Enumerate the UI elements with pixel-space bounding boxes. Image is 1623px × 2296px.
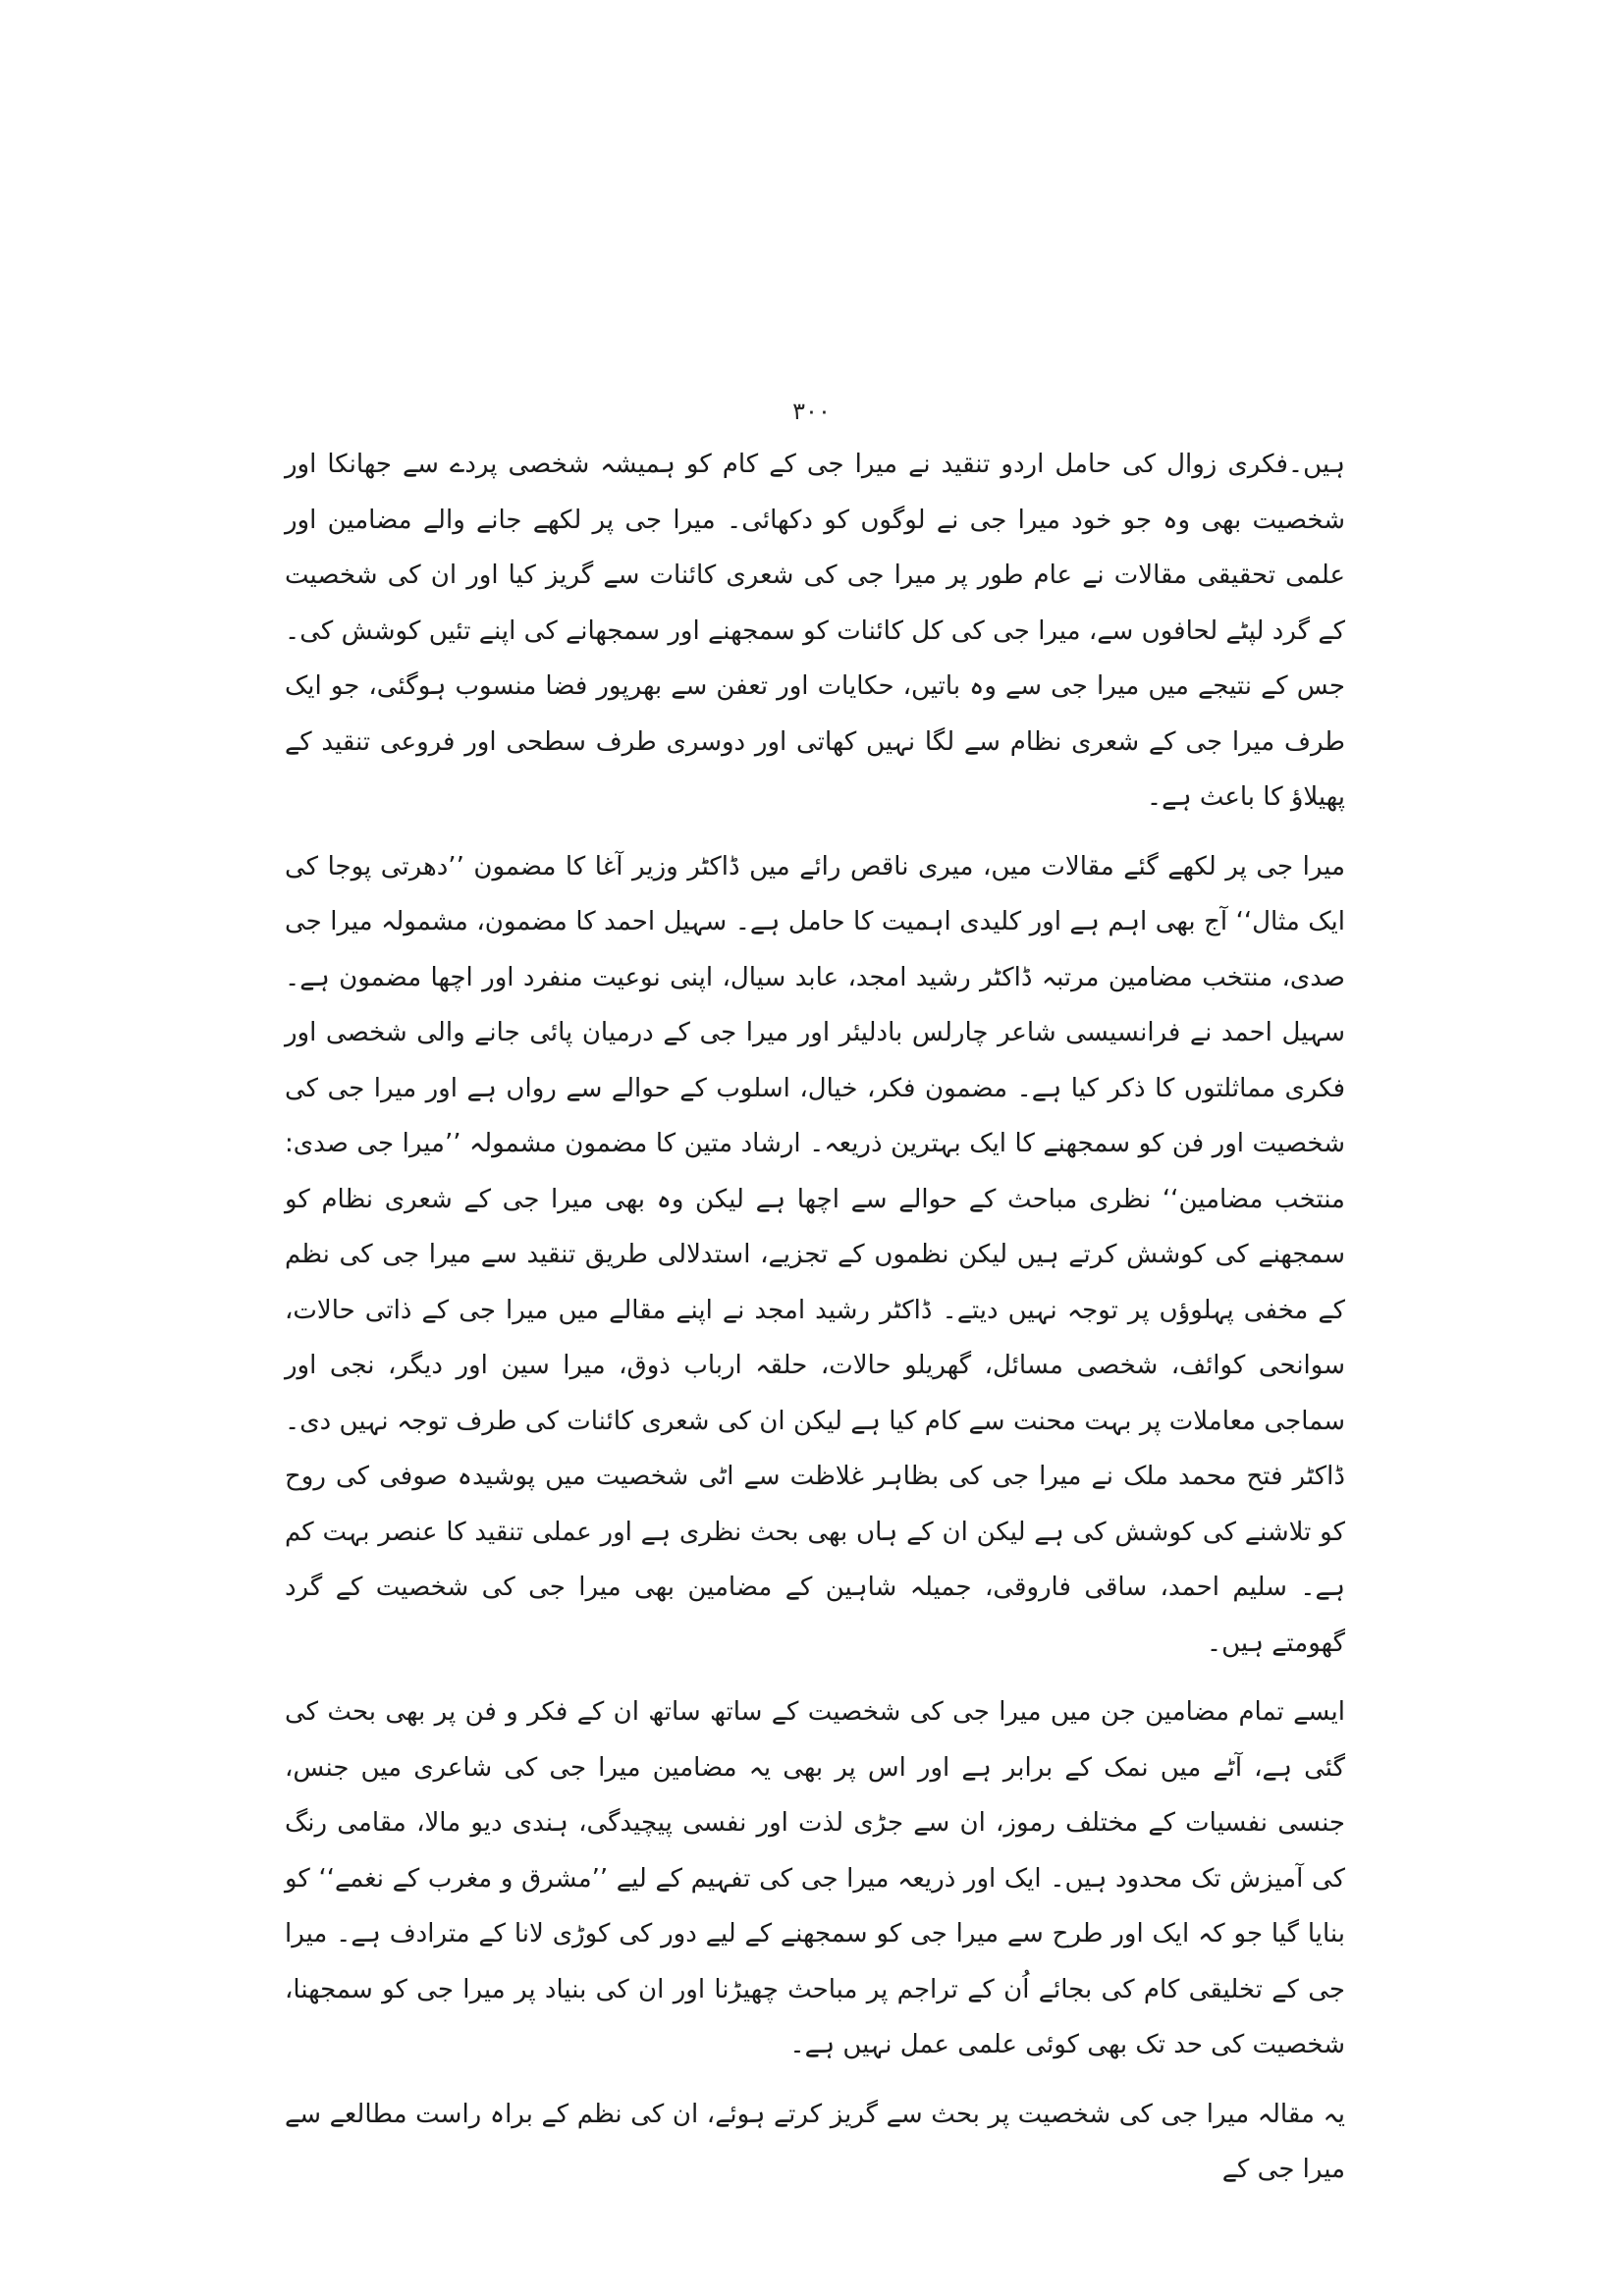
body-text	[285, 437, 1345, 2198]
page-number: ۳۰۰	[792, 398, 831, 425]
paragraph-2: میرا جی پر لکھے گئے مقالات میں، میری ناقص رائے میں ڈاکٹر وزیر آغا کا مضمون ’’دھرتی پوجا کی ایک مثال‘‘ آج بھی اہم ہے اور کلیدی اہمیت کا حامل ہے۔ سہیل احمد کا مضمون، مشمولہ میرا جی صدی، منتخب مضامین مرتبہ ڈاکٹر رشید امجد، عابد سیال، اپنی نوعیت منفرد اور اچھا مضمون ہے۔ سہیل احمد نے فرانسیسی شاعر چارلس بادلیئر اور میرا جی کے درمیان پائی جانے والی شخصی اور فکری مماثلتوں کا ذکر کیا ہے۔ مضمون فکر، خیال، اسلوب کے حوالے سے رواں ہے اور میرا جی کی شخصیت اور فن کو سمجھنے کا ایک بہترین ذریعہ۔ ارشاد متین کا مضمون مشمولہ ’’میرا جی صدی: منتخب مضامین‘‘ نظری مباحث کے حوالے سے اچھا ہے لیکن وہ بھی میرا جی کے شعری نظام کو سمجھنے کی کوشش کرتے ہیں لیکن نظموں کے تجزیے، استدلالی طریق تنقید سے میرا جی کی نظم کے مخفی پہلوؤں پر توجہ نہیں دیتے۔ ڈاکٹر رشید امجد نے اپنے مقالے میں میرا جی کے ذاتی حالات، سوانحی کوائف، شخصی مسائل، گھریلو حالات، حلقہ ارباب ذوق، میرا سین اور دیگر، نجی اور سماجی معاملات پر بہت محنت سے کام کیا ہے لیکن ان کی شعری کائنات کی طرف توجہ نہیں دی۔ ڈاکٹر فتح محمد ملک نے میرا جی کی بظاہر غلاظت سے اٹی شخصیت میں پوشیدہ صوفی کی روح کو تلاشنے کی کوشش کی ہے لیکن ان کے ہاں بھی بحث نظری ہے اور عملی تنقید کا عنصر بہت کم ہے۔ سلیم احمد، ساقی فاروقی، جمیلہ شاہین کے مضامین بھی میرا جی کی شخصیت کے گرد گھومتے ہیں۔	[285, 851, 1345, 1658]
paragraph-1: ہیں۔فکری زوال کی حامل اردو تنقید نے میرا جی کے کام کو ہمیشہ شخصی پردے سے جھانکا اور شخصیت بھی وہ جو خود میرا جی نے لوگوں کو دکھائی۔ میرا جی پر لکھے جانے والے مضامین اور علمی تحقیقی مقالات نے عام طور پر میرا جی کی شعری کائنات سے گریز کیا اور ان کی شخصیت کے گرد لپٹے لحافوں سے، میرا جی کی کل کائنات کو سمجھنے اور سمجھانے کی اپنے تئیں کوشش کی۔ جس کے نتیجے میں میرا جی سے وہ باتیں، حکایات اور تعفن سے بھرپور فضا منسوب ہوگئی، جو ایک طرف میرا جی کے شعری نظام سے لگا نہیں کھاتی اور دوسری طرف سطحی اور فروعی تنقید کے پھیلاؤ کا باعث ہے۔	[285, 450, 1345, 812]
paragraph-4: یہ مقالہ میرا جی کی شخصیت پر بحث سے گریز کرتے ہوئے، ان کی نظم کے براہ راست مطالعے سے میرا جی کے	[285, 2099, 1345, 2184]
paragraph-3: ایسے تمام مضامین جن میں میرا جی کی شخصیت کے ساتھ ساتھ ان کے فکر و فن پر بھی بحث کی گئی ہے، آٹے میں نمک کے برابر ہے اور اس پر بھی یہ مضامین میرا جی کی شاعری میں جنس، جنسی نفسیات کے مختلف رموز، ان سے جڑی لذت اور نفسی پیچیدگی، ہندی دیو مالا، مقامی رنگ کی آمیزش تک محدود ہیں۔ ایک اور ذریعہ میرا جی کی تفہیم کے لیے ’’مشرق و مغرب کے نغمے‘‘ کو بنایا گیا جو کہ ایک اور طرح سے میرا جی کو سمجھنے کے لیے دور کی کوڑی لانا کے مترادف ہے۔ میرا جی کے تخلیقی کام کی بجائے اُن کے تراجم پر مباحث چھیڑنا اور ان کی بنیاد پر میرا جی کو سمجھنا، شخصیت کی حد تک بھی کوئی علمی عمل نہیں ہے۔	[285, 1697, 1345, 2059]
